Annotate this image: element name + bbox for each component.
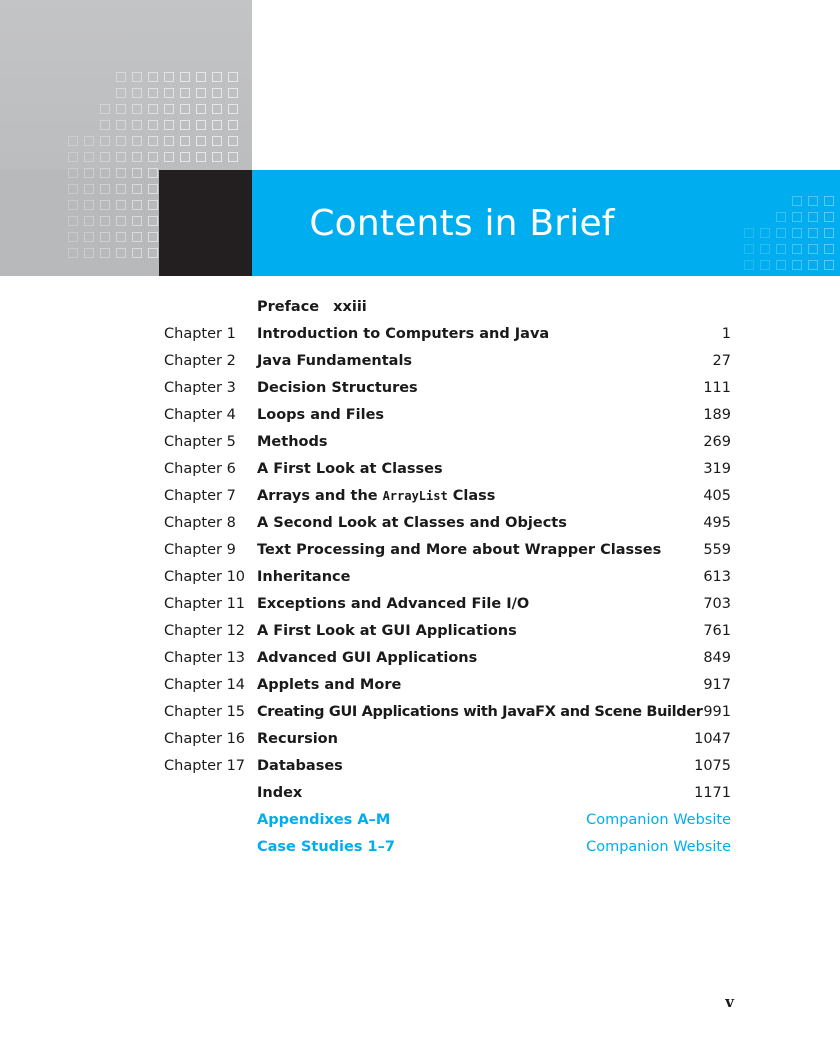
pattern-square [148, 104, 158, 114]
pattern-square [100, 104, 110, 114]
pattern-square [196, 72, 206, 82]
pattern-square [116, 200, 126, 210]
pattern-square [196, 136, 206, 146]
pattern-square [824, 196, 834, 206]
pattern-square [84, 168, 94, 178]
toc-row-appendixes[interactable] [0, 807, 840, 834]
toc-title-link[interactable]: Case Studies 1–7 [257, 839, 395, 855]
pattern-square [808, 244, 818, 254]
pattern-square [116, 152, 126, 162]
pattern-square [116, 248, 126, 258]
pattern-square [808, 212, 818, 222]
pattern-square [148, 136, 158, 146]
toc-row[interactable] [0, 726, 840, 753]
pattern-square [164, 104, 174, 114]
toc-row[interactable] [0, 321, 840, 348]
pattern-square [84, 200, 94, 210]
toc-page: 1 [721, 326, 731, 342]
toc-title: Inheritance [257, 569, 351, 585]
toc-title-link[interactable]: Appendixes A–M [257, 812, 391, 828]
pattern-square [116, 232, 126, 242]
pattern-square [68, 216, 78, 226]
toc-row[interactable] [0, 618, 840, 645]
toc-chapter-label: Chapter 14 [164, 677, 246, 693]
pattern-square [148, 184, 158, 194]
header-black-block [159, 170, 252, 276]
toc-chapter-label: Chapter 1 [164, 326, 236, 342]
pattern-square [744, 244, 754, 254]
pattern-square [196, 120, 206, 130]
toc-chapter-label: Chapter 9 [164, 542, 236, 558]
toc-row[interactable] [0, 348, 840, 375]
pattern-square [228, 136, 238, 146]
toc-chapter-label: Chapter 5 [164, 434, 236, 450]
pattern-square [132, 200, 142, 210]
toc-page: 613 [703, 569, 731, 585]
pattern-square [792, 212, 802, 222]
pattern-square [100, 200, 110, 210]
pattern-square [116, 104, 126, 114]
toc-page: 761 [703, 623, 731, 639]
toc-page: 1075 [694, 758, 731, 774]
toc-chapter-label: Chapter 17 [164, 758, 246, 774]
toc-row[interactable] [0, 753, 840, 780]
pattern-square [212, 152, 222, 162]
pattern-square [228, 72, 238, 82]
toc-row[interactable] [0, 375, 840, 402]
pattern-square [148, 152, 158, 162]
pattern-square [148, 232, 158, 242]
pattern-square [792, 228, 802, 238]
toc-page: 1171 [694, 785, 731, 801]
toc-row[interactable] [0, 591, 840, 618]
toc-chapter-label: Chapter 13 [164, 650, 246, 666]
toc-chapter-label: Chapter 6 [164, 461, 236, 477]
toc-chapter-label: Chapter 11 [164, 596, 246, 612]
pattern-square [148, 248, 158, 258]
pattern-square [68, 248, 78, 258]
toc-page: 495 [703, 515, 731, 531]
pattern-square [100, 248, 110, 258]
companion-website-link[interactable]: Companion Website [586, 839, 731, 855]
pattern-square [776, 244, 786, 254]
pattern-square [760, 228, 770, 238]
toc-row[interactable] [0, 537, 840, 564]
toc-row[interactable] [0, 483, 840, 510]
pattern-square [132, 72, 142, 82]
pattern-square [132, 88, 142, 98]
toc-title: A First Look at GUI Applications [257, 623, 517, 639]
pattern-square [808, 260, 818, 270]
pattern-square [84, 216, 94, 226]
toc-page: 189 [703, 407, 731, 423]
toc-chapter-label: Chapter 10 [164, 569, 246, 585]
pattern-square [744, 260, 754, 270]
pattern-square [68, 232, 78, 242]
pattern-square [116, 216, 126, 226]
pattern-square [68, 184, 78, 194]
code-term: ArrayList [382, 489, 448, 503]
pattern-square [116, 72, 126, 82]
toc-title: Advanced GUI Applications [257, 650, 478, 666]
toc-title: Methods [257, 434, 328, 450]
pattern-square [68, 168, 78, 178]
pattern-square [196, 88, 206, 98]
toc-row[interactable] [0, 699, 840, 726]
pattern-square [84, 232, 94, 242]
pattern-square [760, 244, 770, 254]
pattern-square [792, 244, 802, 254]
toc-title: Recursion [257, 731, 338, 747]
toc-page: 703 [703, 596, 731, 612]
pattern-square [148, 72, 158, 82]
pattern-square [100, 184, 110, 194]
toc-row[interactable] [0, 429, 840, 456]
toc-chapter-label: Chapter 7 [164, 488, 236, 504]
pattern-square [132, 104, 142, 114]
pattern-square [116, 120, 126, 130]
pattern-square [808, 196, 818, 206]
pattern-square [180, 88, 190, 98]
pattern-square [196, 152, 206, 162]
toc-row[interactable] [0, 510, 840, 537]
toc-title: Introduction to Computers and Java [257, 326, 550, 342]
page-folio: v [725, 993, 734, 1011]
pattern-square [212, 104, 222, 114]
toc-page: 559 [703, 542, 731, 558]
pattern-square [180, 104, 190, 114]
pattern-square [824, 260, 834, 270]
pattern-square [100, 232, 110, 242]
toc-row[interactable] [0, 564, 840, 591]
toc-title: Index [257, 785, 303, 801]
toc-chapter-label: Chapter 12 [164, 623, 246, 639]
pattern-square [776, 228, 786, 238]
pattern-square [212, 72, 222, 82]
pattern-square [180, 136, 190, 146]
pattern-square [132, 184, 142, 194]
pattern-square [228, 88, 238, 98]
pattern-square [212, 120, 222, 130]
toc-row-preface[interactable] [0, 294, 840, 321]
pattern-square [164, 88, 174, 98]
pattern-square [148, 88, 158, 98]
toc-row-index[interactable] [0, 780, 840, 807]
pattern-square [180, 120, 190, 130]
pattern-square [792, 260, 802, 270]
toc-page: 405 [703, 488, 731, 504]
pattern-square [228, 104, 238, 114]
toc-row[interactable] [0, 456, 840, 483]
pattern-square [68, 136, 78, 146]
pattern-square [132, 248, 142, 258]
toc-page: xxiii [333, 299, 367, 315]
pattern-square [776, 212, 786, 222]
pattern-square [100, 120, 110, 130]
pattern-square [148, 216, 158, 226]
toc-page: 319 [703, 461, 731, 477]
toc-page: 27 [712, 353, 731, 369]
toc-title: Decision Structures [257, 380, 418, 396]
pattern-square [132, 216, 142, 226]
pattern-square [100, 136, 110, 146]
pattern-square [760, 260, 770, 270]
pattern-square [148, 168, 158, 178]
toc-row[interactable] [0, 645, 840, 672]
pattern-square [744, 228, 754, 238]
toc-page: 917 [703, 677, 731, 693]
toc-chapter-label: Chapter 2 [164, 353, 236, 369]
toc-chapter-label: Chapter 4 [164, 407, 236, 423]
pattern-square [824, 228, 834, 238]
pattern-square [212, 88, 222, 98]
pattern-square [228, 152, 238, 162]
pattern-square [824, 244, 834, 254]
pattern-square [132, 120, 142, 130]
toc-title: Creating GUI Applications with JavaFX and Scene Builder [257, 704, 703, 720]
pattern-square [776, 260, 786, 270]
toc-title: A First Look at Classes [257, 461, 443, 477]
toc-chapter-label: Chapter 16 [164, 731, 246, 747]
toc-row[interactable] [0, 672, 840, 699]
pattern-square [228, 120, 238, 130]
toc-title: Preface [257, 299, 320, 315]
toc-title: Java Fundamentals [257, 353, 413, 369]
pattern-square [132, 168, 142, 178]
pattern-square [68, 200, 78, 210]
toc-title: Applets and More [257, 677, 402, 693]
toc-row[interactable] [0, 402, 840, 429]
toc-title: Exceptions and Advanced File I/O [257, 596, 530, 612]
pattern-square [212, 136, 222, 146]
pattern-square [808, 228, 818, 238]
page-title: Contents in Brief [309, 202, 615, 244]
toc-row-case-studies[interactable] [0, 834, 840, 861]
pattern-square [116, 184, 126, 194]
pattern-square [84, 184, 94, 194]
toc-page: 991 [703, 704, 731, 720]
pattern-square [68, 152, 78, 162]
toc-title: Loops and Files [257, 407, 385, 423]
toc-title: Text Processing and More about Wrapper Classes [257, 542, 662, 558]
pattern-square [100, 216, 110, 226]
toc-title: A Second Look at Classes and Objects [257, 515, 567, 531]
pattern-square [196, 104, 206, 114]
toc-chapter-label: Chapter 8 [164, 515, 236, 531]
companion-website-link[interactable]: Companion Website [586, 812, 731, 828]
pattern-square [132, 152, 142, 162]
pattern-square [100, 168, 110, 178]
pattern-square [100, 152, 110, 162]
toc-title: Databases [257, 758, 343, 774]
pattern-square [824, 212, 834, 222]
toc-page: 111 [703, 380, 731, 396]
pattern-square [180, 152, 190, 162]
pattern-square [148, 200, 158, 210]
pattern-square [164, 136, 174, 146]
pattern-square [132, 232, 142, 242]
pattern-square [148, 120, 158, 130]
pattern-square [792, 196, 802, 206]
toc-chapter-label: Chapter 3 [164, 380, 236, 396]
toc-chapter-label: Chapter 15 [164, 704, 246, 720]
toc-page: 1047 [694, 731, 731, 747]
pattern-square [84, 248, 94, 258]
toc-page: 269 [703, 434, 731, 450]
toc-title: Arrays and the ArrayList Class [257, 488, 496, 504]
pattern-square [164, 152, 174, 162]
toc-page: 849 [703, 650, 731, 666]
pattern-square [84, 152, 94, 162]
pattern-square [132, 136, 142, 146]
pattern-square [164, 72, 174, 82]
pattern-square [164, 120, 174, 130]
pattern-square [116, 136, 126, 146]
pattern-square [116, 168, 126, 178]
pattern-square [116, 88, 126, 98]
pattern-square [84, 136, 94, 146]
pattern-square [180, 72, 190, 82]
